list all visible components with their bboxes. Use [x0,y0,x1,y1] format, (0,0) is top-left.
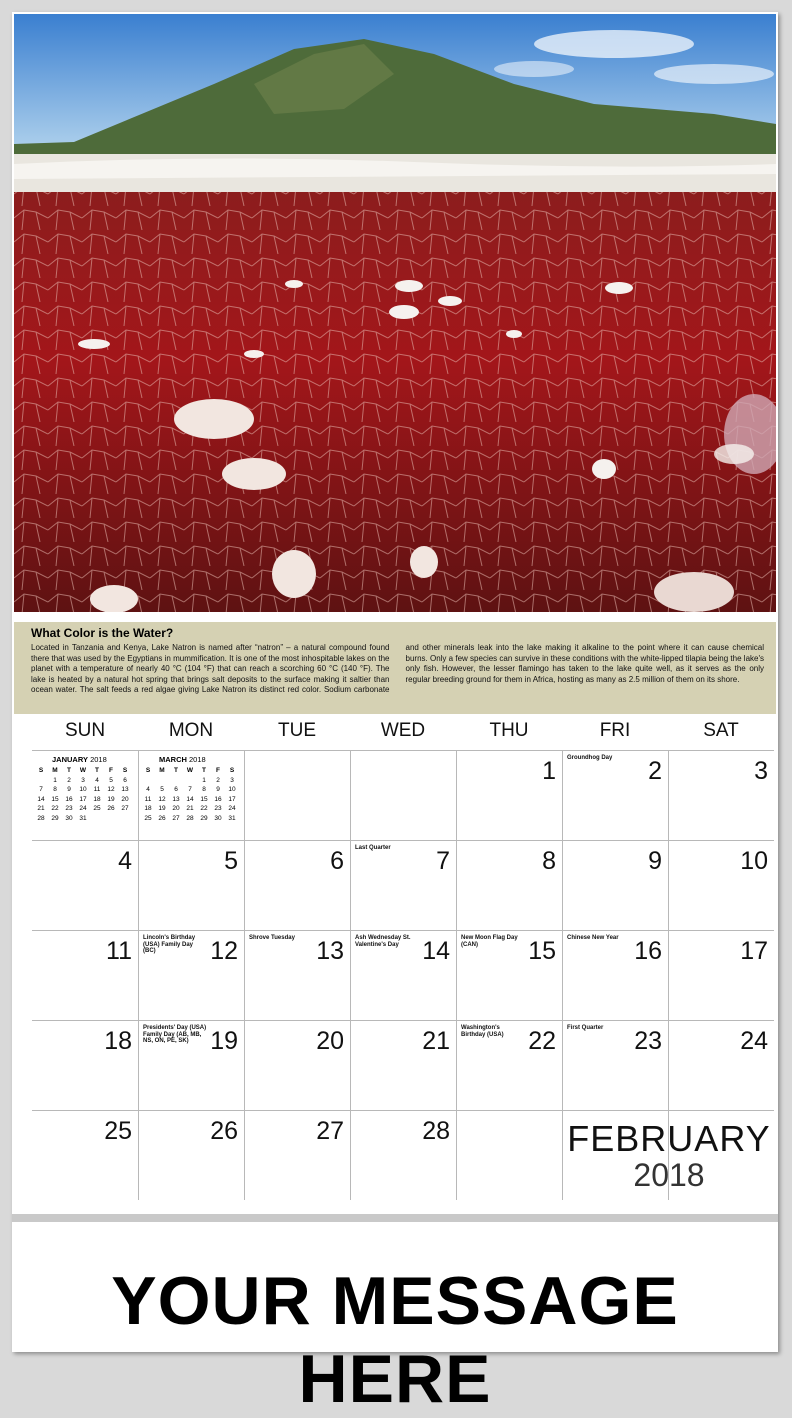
day-cell [350,1020,456,1110]
mini-calendar-day: 14 [186,795,194,803]
mini-calendar-day: 1 [202,776,206,784]
day-cell [668,930,774,1020]
day-cell [244,1110,350,1200]
day-event: First Quarter [567,1025,604,1031]
day-number: 1 [542,757,556,785]
mini-calendar-weekday: S [145,767,151,775]
mini-calendar-day: 30 [214,814,222,822]
weekday-label: SUN [64,720,106,741]
mini-calendar-weekday: T [202,767,206,775]
mini-calendar-day: 9 [67,786,71,794]
mini-calendar-day: 17 [79,795,87,803]
mini-calendar-day: 3 [230,776,234,784]
mini-calendar-day: 22 [200,805,208,813]
mini-calendar-day: 24 [79,805,87,813]
day-number: 18 [104,1027,132,1055]
mini-calendar-day: 25 [144,814,152,822]
day-cell [244,840,350,930]
day-cell [562,750,668,840]
mini-calendar-day: 10 [228,786,236,794]
weekday-label: WED [380,720,426,741]
weekday-label: TUE [278,720,316,741]
mini-calendar-day: 31 [228,814,236,822]
day-number: 11 [106,937,132,965]
mini-calendar-day [104,814,118,824]
day-cell [32,1110,138,1200]
day-event: Groundhog Day [567,755,613,761]
day-number: 6 [330,847,344,875]
mini-calendar-day: 23 [214,805,222,813]
mini-calendar-day [169,776,183,786]
mini-calendar-day: 1 [53,776,57,784]
mini-calendar-day: 6 [174,786,178,794]
day-event: Presidents' Day (USA) Family Day (AB, MB, NS, ON, PE, SK) [143,1025,207,1044]
day-cell [138,930,244,1020]
day-cell [350,1110,456,1200]
day-number: 23 [634,1027,662,1055]
day-number: 17 [740,937,768,965]
mini-calendar-day: 22 [51,805,59,813]
day-cell [562,840,668,930]
weekday-label: FRI [599,720,631,741]
mini-calendar-day: 27 [121,805,129,813]
day-number: 14 [422,937,450,965]
day-number: 4 [118,847,132,875]
caption-box [14,622,776,714]
day-number: 27 [316,1117,344,1145]
lake-natron-photo [14,14,776,612]
day-event: Shrove Tuesday [249,935,295,941]
mini-calendar-day: 30 [65,814,73,822]
day-number: 28 [422,1117,450,1145]
day-number: 24 [740,1027,768,1055]
day-cell [456,750,562,840]
day-number: 3 [754,757,768,785]
day-number: 12 [210,937,238,965]
day-cell [350,930,456,1020]
mini-calendar-day: 20 [121,795,129,803]
day-cell [668,750,774,840]
mini-calendar-day: 8 [53,786,57,794]
day-number: 19 [210,1027,238,1055]
mini-calendar-day [155,776,169,786]
month-name: FEBRUARY [567,1118,771,1159]
mini-calendar-day: 31 [79,814,87,822]
mini-calendar-day: 9 [216,786,220,794]
mini-calendar-day: 29 [200,814,208,822]
mini-calendar-day: 18 [144,805,152,813]
mini-calendar-day: 14 [37,795,45,803]
caption-title: What Color is the Water? [31,626,174,640]
mini-calendar-day: 5 [109,776,113,784]
mini-calendar-day: 8 [202,786,206,794]
day-cell [32,930,138,1020]
day-cell [244,750,350,840]
mini-calendar-day: 13 [121,786,129,794]
day-cell [562,1020,668,1110]
month-title [564,1120,774,1192]
mini-calendar-day: 11 [93,786,101,794]
day-cell [138,1020,244,1110]
mini-calendar-day: 4 [95,776,99,784]
day-cell [244,930,350,1020]
day-cell [32,840,138,930]
mini-calendar-year: 2018 [90,755,107,764]
mini-calendar-weekday: F [109,767,113,775]
mini-calendar-day: 26 [107,805,115,813]
mini-calendar-day: 12 [158,795,166,803]
mini-calendar-day: 26 [158,814,166,822]
day-cell [32,1020,138,1110]
weekday-header [32,720,774,750]
day-event: Lincoln's Birthday (USA) Family Day (BC) [143,935,196,954]
mini-calendar-day [90,814,104,824]
calendar-page [12,12,778,1417]
mini-calendar-day: 16 [214,795,222,803]
mini-calendar-day: 2 [216,776,220,784]
mini-calendar-weekday: T [67,767,71,775]
mini-calendar-weekday: S [229,767,235,775]
mini-calendar-year: 2018 [189,755,206,764]
mini-calendar-day: 24 [228,805,236,813]
day-cell [456,1110,562,1200]
day-cell [668,840,774,930]
mini-calendar-day [141,776,155,786]
mini-calendar-day: 11 [144,795,152,803]
mini-calendar-day: 23 [65,805,73,813]
day-number: 20 [316,1027,344,1055]
day-cell [138,750,244,840]
mini-calendar-weekday: W [79,767,87,775]
day-cell [32,750,138,840]
mini-calendar-day: 17 [228,795,236,803]
day-cell [456,840,562,930]
mini-calendar-day: 7 [39,786,43,794]
weekday-label: SAT [703,720,739,741]
mini-calendar-day: 5 [160,786,164,794]
mini-calendar-day [183,776,197,786]
mini-calendar-weekday: T [174,767,178,775]
mini-calendar-weekday: M [159,767,165,775]
mini-calendar-title [34,755,134,764]
mini-calendar-day: 12 [107,786,115,794]
day-number: 22 [528,1027,556,1055]
day-event: New Moon Flag Day (CAN) [461,935,518,948]
day-number: 13 [316,937,344,965]
mini-calendar-weekday: T [95,767,99,775]
mini-calendar-day: 27 [172,814,180,822]
day-number: 5 [224,847,238,875]
mini-calendar-title [141,755,241,764]
mini-calendar-weekday: S [122,767,128,775]
mini-calendar-day: 4 [146,786,150,794]
mini-calendar-day: 13 [172,795,180,803]
day-number: 26 [210,1117,238,1145]
mini-calendar-weekday: M [52,767,58,775]
mini-calendar-day: 20 [172,805,180,813]
day-event: Ash Wednesday St. Valentine's Day [355,935,411,948]
mini-calendar-day: 25 [93,805,101,813]
day-number: 9 [648,847,662,875]
mini-calendar-day: 7 [188,786,192,794]
day-cell [668,1020,774,1110]
day-cell [456,1020,562,1110]
day-number: 25 [104,1117,132,1145]
mini-calendar-weekday: F [216,767,220,775]
day-cell [244,1020,350,1110]
day-cell [562,930,668,1020]
mini-calendar-day: 29 [51,814,59,822]
mini-calendar-day: 18 [93,795,101,803]
day-event: Chinese New Year [567,935,619,941]
mini-calendar-day: 10 [79,786,87,794]
mini-calendar-january [34,755,134,823]
mini-calendar-day: 21 [186,805,194,813]
day-number: 7 [436,847,450,875]
day-cell [138,840,244,930]
mini-calendar-day: 6 [123,776,127,784]
day-cell [456,930,562,1020]
mini-calendar-day: 19 [107,795,115,803]
day-number: 16 [634,937,662,965]
day-cell [350,840,456,930]
day-number: 10 [740,847,768,875]
day-cell [138,1110,244,1200]
mini-calendar-day: 28 [37,814,45,822]
day-number: 8 [542,847,556,875]
imprint-divider [12,1214,778,1222]
mini-calendar-day: 21 [37,805,45,813]
month-year: 2018 [633,1157,705,1193]
mini-calendar-day: 28 [186,814,194,822]
mini-calendar-march [141,755,241,823]
mini-calendar-weekday: S [38,767,44,775]
mini-calendar-day: 19 [158,805,166,813]
day-number: 21 [422,1027,450,1055]
mini-calendar-weekday: W [186,767,194,775]
mini-calendar-month: JANUARY [52,755,88,764]
day-number: 2 [648,757,662,785]
mini-calendar-month: MARCH [159,755,187,764]
day-event: Washington's Birthday (USA) [461,1025,504,1038]
day-event: Last Quarter [355,845,391,851]
imprint-message: YOUR MESSAGE HERE [111,1263,679,1417]
day-number: 15 [528,937,556,965]
mini-calendar-day [118,814,132,824]
weekday-label: THU [489,720,529,741]
caption-text: Located in Tanzania and Kenya, Lake Natron is named after “natron” – a natural compound found there that was used by the Egyptians in mummification. It is one of the most inhospitable lakes on the planet with a temperature of nearly 40 °C (104 °F) that can reach a scorching 60 °C (140 °F). The lake is heated by a natural hot spring that brings salt deposits to the surface making it saltier than ocean water. The salt feeds a red algae giving Lake Natron its distinct red color. Sodium carbonate and other minerals leak into the lake making it alkaline to the point where it can cause chemical burns. Only a few species can survive in these conditions with the white-lipped tilapia being the lake's only fish. However, the lesser flamingo has taken to the lake quite well, as it serves as the only regular breeding ground for them in Africa, hosting as many as 2.5 million of them on its shore. [31,643,764,695]
weekday-label: MON [168,720,214,741]
mini-calendar-day: 2 [67,776,71,784]
mini-calendar-day: 16 [65,795,73,803]
mini-calendar-day: 15 [200,795,208,803]
day-cell [350,750,456,840]
mini-calendar-day: 15 [51,795,59,803]
mini-calendar-day [34,776,48,786]
mini-calendar-day: 3 [81,776,85,784]
